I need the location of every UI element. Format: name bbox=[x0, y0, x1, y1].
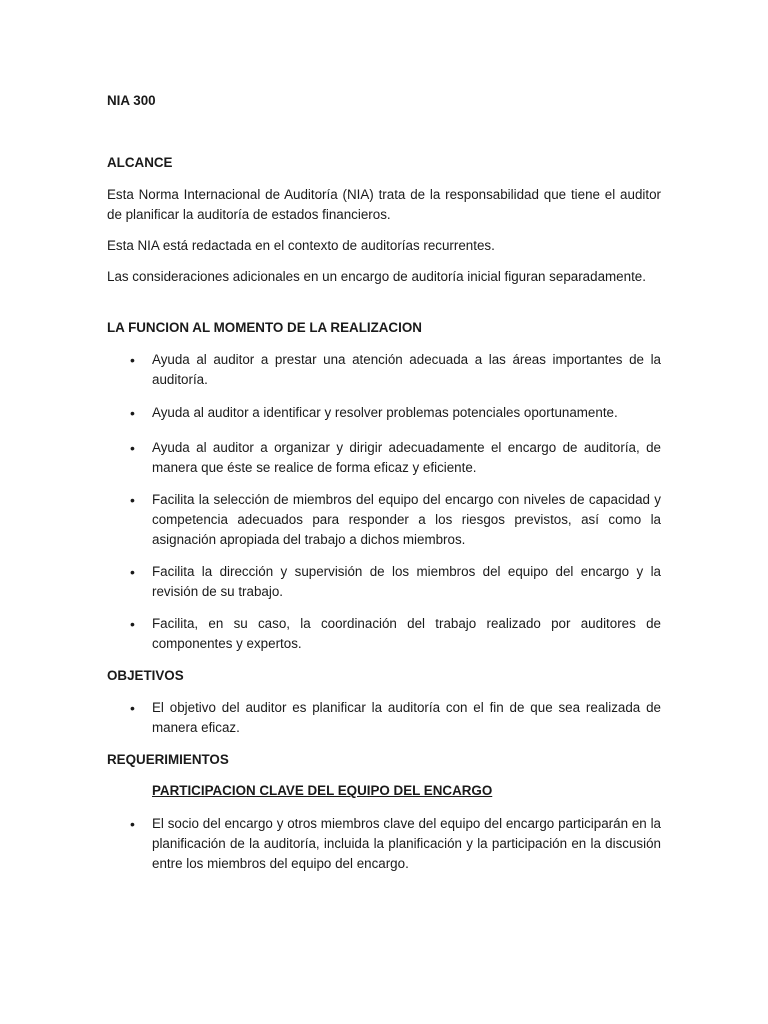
list-item-text: Facilita la selección de miembros del equipo del encargo con niveles de capacidad y competencia adecuados para responder a los riesgos previstos, así como la asignación apropiada del trabajo a dichos miembros. bbox=[152, 492, 661, 547]
bullet-icon: • bbox=[130, 492, 135, 508]
list-item-text: El socio del encargo y otros miembros clave del equipo del encargo participarán en la planificación de la auditoría, incluida la planificación y la participación en la discusión entre los miembros del equipo del encargo. bbox=[152, 816, 661, 871]
section-heading-requerimientos: REQUERIMIENTOS bbox=[107, 752, 229, 767]
bullet-icon: • bbox=[130, 440, 135, 456]
bullet-icon: • bbox=[130, 816, 135, 832]
list-item-text: Ayuda al auditor a identificar y resolver problemas potenciales oportunamente. bbox=[152, 405, 618, 420]
list-item-text: Facilita la dirección y supervisión de los miembros del equipo del encargo y la revisión de su trabajo. bbox=[152, 564, 661, 599]
section-heading-objetivos: OBJETIVOS bbox=[107, 668, 184, 683]
paragraph: Esta Norma Internacional de Auditoría (NIA) trata de la responsabilidad que tiene el auditor de planificar la auditoría de estados financieros. bbox=[107, 187, 661, 222]
subsection-heading: PARTICIPACION CLAVE DEL EQUIPO DEL ENCARGO bbox=[152, 783, 493, 798]
bullet-icon: • bbox=[130, 352, 135, 368]
section-heading-funcion: LA FUNCION AL MOMENTO DE LA REALIZACION bbox=[107, 320, 422, 335]
list-item-text: Facilita, en su caso, la coordinación del trabajo realizado por auditores de componentes y expertos. bbox=[152, 616, 661, 651]
list-item-text: Ayuda al auditor a prestar una atención adecuada a las áreas importantes de la auditoría. bbox=[152, 352, 661, 387]
paragraph: Las consideraciones adicionales en un encargo de auditoría inicial figuran separadamente. bbox=[107, 269, 646, 284]
bullet-icon: • bbox=[130, 564, 135, 580]
list-item-text: El objetivo del auditor es planificar la auditoría con el fin de que sea realizada de manera eficaz. bbox=[152, 700, 661, 735]
bullet-icon: • bbox=[130, 616, 135, 632]
bullet-icon: • bbox=[130, 405, 135, 421]
document-title: NIA 300 bbox=[107, 93, 156, 108]
bullet-icon: • bbox=[130, 700, 135, 716]
list-item-text: Ayuda al auditor a organizar y dirigir adecuadamente el encargo de auditoría, de manera que éste se realice de forma eficaz y eficiente. bbox=[152, 440, 661, 475]
section-heading-alcance: ALCANCE bbox=[107, 155, 173, 170]
paragraph: Esta NIA está redactada en el contexto de auditorías recurrentes. bbox=[107, 238, 495, 253]
